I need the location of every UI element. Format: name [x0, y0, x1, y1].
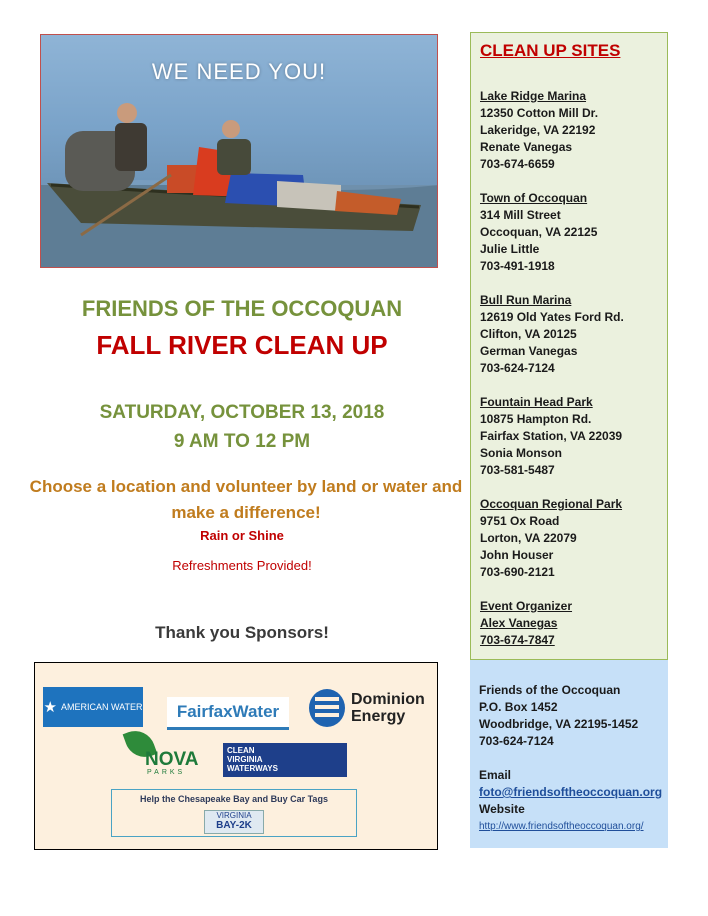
license-plate — [204, 810, 264, 834]
site-contact: John Houser — [480, 548, 554, 562]
site-phone: 703-624-7124 — [480, 361, 555, 375]
dominion-energy-logo — [309, 689, 429, 729]
site-address: 9751 Ox Road — [480, 514, 560, 528]
site-phone: 703-690-2121 — [480, 565, 555, 579]
site-address: 10875 Hampton Rd. — [480, 412, 592, 426]
contact-city: Woodbridge, VA 22195-1452 — [479, 717, 639, 731]
contact-panel — [470, 660, 668, 848]
clean-virginia-waterways-logo — [223, 743, 347, 777]
volunteer-boat-photo — [40, 34, 438, 268]
thanks-sponsors: Thank you Sponsors! — [155, 623, 329, 642]
website-label: Website — [479, 802, 525, 816]
site-entry — [480, 190, 667, 275]
event-date: SATURDAY, OCTOBER 13, 2018 — [99, 402, 385, 423]
organizer-label: Event Organizer — [480, 599, 573, 613]
website-link[interactable]: http://www.friendsoftheoccoquan.org/ — [479, 821, 644, 832]
organizer-entry — [480, 598, 667, 649]
sponsors-box — [34, 662, 438, 850]
organizer-phone: 703-674-7847 — [480, 633, 555, 647]
site-name: Fountain Head Park — [480, 395, 593, 409]
site-city: Lorton, VA 22079 — [480, 531, 577, 545]
site-phone: 703-581-5487 — [480, 463, 555, 477]
cvw-line3: WATERWAYS — [227, 764, 278, 773]
refreshments-note: Refreshments Provided! — [172, 558, 312, 573]
site-phone: 703-491-1918 — [480, 259, 555, 273]
cvw-line2: VIRGINIA — [227, 755, 263, 764]
site-city: Fairfax Station, VA 22039 — [480, 429, 623, 443]
star-icon: ★ — [43, 699, 57, 716]
site-name: Town of Occoquan — [480, 191, 588, 205]
american-water-logo — [43, 687, 143, 727]
nova-label: NOVA — [145, 749, 199, 770]
site-address: 12350 Cotton Mill Dr. — [480, 106, 599, 120]
site-city: Lakeridge, VA 22192 — [480, 123, 596, 137]
chesapeake-bay-tag-box — [111, 789, 357, 837]
site-contact: Julie Little — [480, 242, 540, 256]
site-contact: Sonia Monson — [480, 446, 562, 460]
site-city: Occoquan, VA 22125 — [480, 225, 598, 239]
site-entry — [480, 292, 667, 377]
plate-text: BAY-2K — [216, 820, 252, 831]
parks-label: PARKS — [147, 769, 186, 776]
site-name: Occoquan Regional Park — [480, 497, 623, 511]
organizer-name: Alex Vanegas — [480, 616, 558, 630]
american-water-label: AMERICAN WATER — [60, 702, 143, 712]
photo-caption: WE NEED YOU! — [151, 59, 327, 84]
site-address: 12619 Old Yates Ford Rd. — [480, 310, 624, 324]
contact-pobox: P.O. Box 1452 — [479, 700, 558, 714]
dominion-mark-icon — [309, 689, 345, 727]
plate-state: VIRGINIA — [216, 811, 252, 820]
call-to-action: Choose a location and volunteer by land or water and make a difference! — [29, 477, 463, 522]
site-contact: Renate Vanegas — [480, 140, 573, 154]
energy-name: Energy — [351, 708, 406, 725]
fairfax-water-logo: FairfaxWater — [167, 697, 289, 730]
site-name: Lake Ridge Marina — [480, 89, 587, 103]
organization-title: FRIENDS OF THE OCCOQUAN — [81, 296, 403, 321]
bay-tag-text: Help the Chesapeake Bay and Buy Car Tags — [140, 794, 328, 804]
site-entry — [480, 496, 667, 581]
email-link[interactable]: foto@friendsoftheoccoquan.org — [479, 785, 663, 799]
event-title: FALL RIVER CLEAN UP — [96, 330, 388, 360]
cleanup-sites-panel — [470, 32, 668, 660]
site-city: Clifton, VA 20125 — [480, 327, 577, 341]
dominion-name: Dominion — [351, 691, 425, 708]
site-address: 314 Mill Street — [480, 208, 561, 222]
rain-or-shine: Rain or Shine — [200, 528, 284, 543]
site-entry — [480, 394, 667, 479]
site-entry — [480, 88, 667, 173]
email-label: Email — [479, 768, 512, 782]
contact-org: Friends of the Occoquan — [479, 683, 621, 697]
site-phone: 703-674-6659 — [480, 157, 555, 171]
site-name: Bull Run Marina — [480, 293, 572, 307]
event-time: 9 AM TO 12 PM — [173, 431, 311, 452]
site-contact: German Vanegas — [480, 344, 578, 358]
sites-title: CLEAN UP SITES — [480, 41, 621, 60]
cvw-line1: CLEAN — [227, 746, 255, 755]
contact-phone: 703-624-7124 — [479, 734, 554, 748]
nova-parks-logo — [127, 729, 199, 779]
